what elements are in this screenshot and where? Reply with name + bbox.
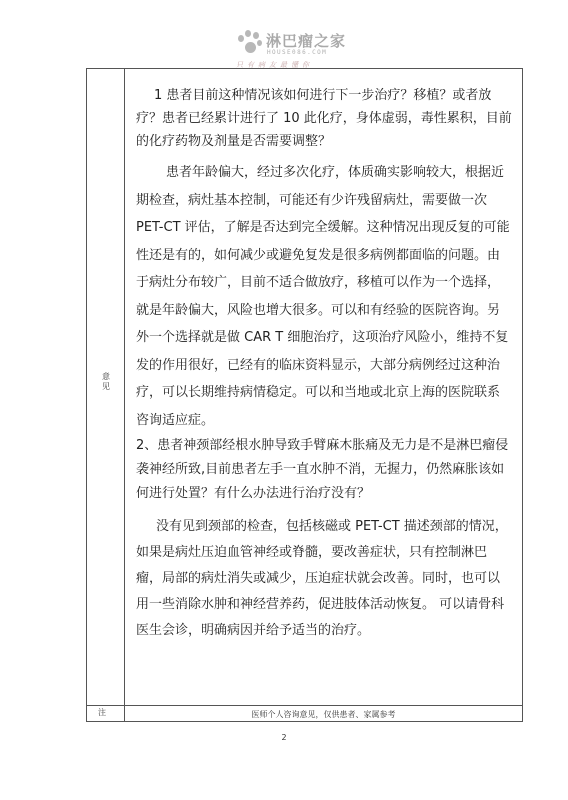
note-label: 注 [98,708,106,717]
logo-subtitle: HOUSE086.COM [267,49,328,56]
opinion-content [136,84,512,644]
disclaimer-text: 医师个人咨询意见，仅供患者、家属参考 [251,710,396,719]
logo-slogan: 只有病友最懂你 [236,61,313,69]
answer-2: 没有见到颈部的检查，包括核磁或 PET-CT 描述颈部的情况，如果是病灶压迫血管神经或脊髓，要改善症状，只有控制淋巴瘤，局部的病灶消失或减少，压迫症状就会改善。同时，也可以用一些消除水肿和神经营养药，促进肢体活动恢复。 可以请骨科医生会诊，明确病因并给予适当的治疗。 [136,519,508,638]
opinion-label: 意见 [102,372,110,391]
answer-1: 患者年龄偏大，经过多次化疗，体质确实影响较大，根据近期检查，病灶基本控制，可能还有少许残留病灶，需要做一次 PET-CT 评估，了解是否达到完全缓解。这种情况出现反复的可能性还是有的，如何减少或避免复发是很多病例都面临的问题。由于病灶分布较广，目前不适合做放疗，移植可以作为一个选择，就是年龄偏大，风险也增大很多。可以和有经验的医院咨询。另外一个选择就是做 CAR T 细胞治疗，这项治疗风险小，维持不复发的作用很好，已经有的临床资料显示，大部分病例经过这种治疗，可以长期维持病情稳定。可以和当地或北京上海的医院联系咨询适应症。 [136,165,510,428]
table-column-divider [124,68,125,722]
question-2: 2、患者神颈部经根水肿导致手臂麻木胀痛及无力是不是淋巴瘤侵袭神经所致,目前患者左手一直水肿不消，无握力，仍然麻胀该如何进行处置？有什么办法进行治疗没有？ [136,438,509,501]
logo-title: 淋巴瘤之家 [266,32,347,50]
question-1: 1 患者目前这种情况该如何进行下一步治疗？移植？或者放疗？患者已经累计进行了 10 此化疗，身体虚弱，毒性累积，目前的化疗药物及剂量是否需要调整？ [136,88,512,149]
paw-logo-icon [236,30,262,56]
page-number: 2 [281,733,287,742]
table-row-divider [86,705,523,706]
